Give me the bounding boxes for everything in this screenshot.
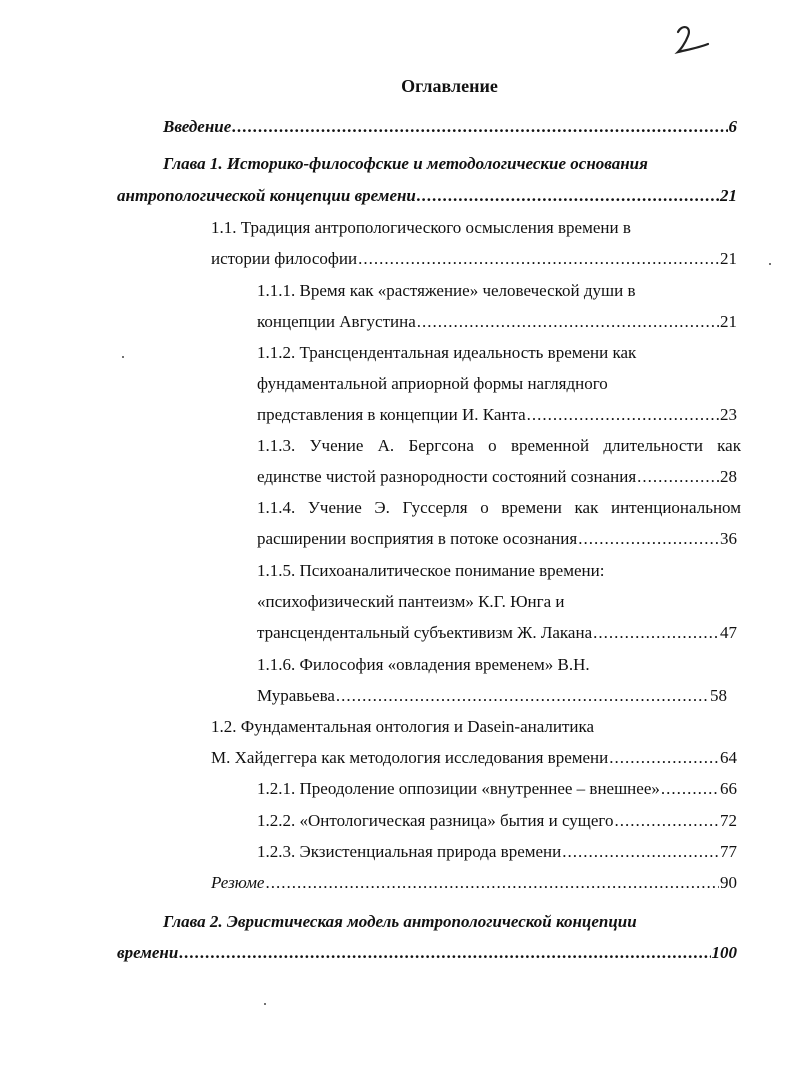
dot-leader — [593, 622, 719, 644]
dot-leader — [609, 747, 719, 769]
toc-subsection-1-1-6-line2[interactable] — [257, 685, 727, 707]
toc-subsection-1-1-1-line1[interactable]: 1.1.1. Время как «растяжение» человеческой души в — [257, 281, 636, 300]
entry-text: М. Хайдеггера как методология исследования времени — [211, 748, 609, 767]
entry-page: 77 — [720, 842, 737, 861]
toc-title: Оглавление — [401, 76, 498, 96]
entry-page: 64 — [720, 748, 737, 767]
entry-page: 23 — [720, 405, 737, 424]
dot-leader — [614, 810, 719, 832]
entry-page: 6 — [728, 117, 737, 136]
toc-subsection-1-1-2-line3[interactable] — [257, 404, 737, 426]
dot-leader — [232, 116, 727, 138]
entry-page: 21 — [720, 249, 737, 268]
dot-leader — [578, 528, 719, 550]
toc-subsection-1-1-3-line2[interactable] — [257, 466, 737, 488]
toc-subsection-1-2-1[interactable] — [257, 778, 737, 800]
toc-section-1-2-line2[interactable] — [211, 747, 737, 769]
scan-speck — [122, 356, 124, 358]
toc-subsection-1-1-4-line1[interactable]: 1.1.4. Учение Э. Гуссерля о времени как интенциональном — [257, 498, 741, 517]
entry-page: 21 — [720, 186, 737, 205]
entry-page: 100 — [711, 943, 737, 962]
toc-section-1-1-line2[interactable] — [211, 248, 737, 270]
toc-summary[interactable] — [211, 872, 737, 894]
entry-text: времени — [117, 943, 179, 962]
toc-subsection-1-1-6-line1[interactable]: 1.1.6. Философия «овладения временем» В.Н. — [257, 655, 590, 674]
scan-speck — [264, 1003, 266, 1005]
toc-subsection-1-1-2-line2[interactable]: фундаментальной априорной формы наглядного — [257, 374, 608, 393]
entry-page: 90 — [720, 873, 737, 892]
entry-text: 1.2.3. Экзистенциальная природа времени — [257, 842, 562, 861]
entry-page: 58 — [710, 686, 727, 705]
entry-text: Введение — [163, 117, 232, 136]
entry-text: Резюме — [211, 873, 265, 892]
dot-leader — [417, 311, 719, 333]
toc-subsection-1-1-5-line3[interactable] — [257, 622, 737, 644]
toc-chapter-1-line1[interactable]: Глава 1. Историко-философские и методологические основания — [163, 154, 648, 173]
entry-text: истории философии — [211, 249, 358, 268]
dot-leader — [637, 466, 719, 488]
entry-text: 1.2.1. Преодоление оппозиции «внутреннее – внешнее» — [257, 779, 660, 798]
toc-entry-introduction[interactable] — [163, 116, 737, 138]
entry-text: Муравьева — [257, 686, 335, 705]
toc-subsection-1-1-1-line2[interactable] — [257, 311, 737, 333]
dot-leader — [417, 185, 719, 207]
toc-section-1-1-line1[interactable]: 1.1. Традиция антропологического осмысления времени в — [211, 218, 631, 237]
entry-text: единстве чистой разнородности состояний сознания — [257, 467, 637, 486]
toc-subsection-1-1-4-line2[interactable] — [257, 528, 737, 550]
toc-subsection-1-2-2[interactable] — [257, 810, 737, 832]
entry-text: расширении восприятия в потоке осознания — [257, 529, 578, 548]
entry-page: 66 — [720, 779, 737, 798]
entry-text: антропологической концепции времени — [117, 186, 416, 205]
dot-leader — [527, 404, 719, 426]
entry-text: концепции Августина — [257, 312, 416, 331]
toc-chapter-2-line1[interactable]: Глава 2. Эвристическая модель антропологической концепции — [163, 912, 637, 931]
toc-subsection-1-1-5-line2[interactable]: «психофизический пантеизм» К.Г. Юнга и — [257, 592, 565, 611]
dot-leader — [336, 685, 709, 707]
handwritten-page-number — [672, 22, 716, 56]
dot-leader — [265, 872, 719, 894]
entry-page: 28 — [720, 467, 737, 486]
toc-section-1-2-line1[interactable]: 1.2. Фундаментальная онтология и Dasein-аналитика — [211, 717, 595, 736]
toc-subsection-1-1-2-line1[interactable]: 1.1.2. Трансцендентальная идеальность времени как — [257, 343, 637, 362]
entry-page: 21 — [720, 312, 737, 331]
toc-chapter-1-line2[interactable] — [117, 185, 737, 207]
entry-text: 1.2.2. «Онтологическая разница» бытия и сущего — [257, 811, 614, 830]
scan-speck — [769, 263, 771, 265]
entry-text: трансцендентальный субъективизм Ж. Лакана — [257, 623, 593, 642]
entry-text: представления в концепции И. Канта — [257, 405, 526, 424]
dot-leader — [179, 942, 710, 964]
dot-leader — [562, 841, 719, 863]
entry-page: 47 — [720, 623, 737, 642]
dot-leader — [358, 248, 719, 270]
toc-chapter-2-line2[interactable] — [117, 942, 737, 964]
toc-subsection-1-1-3-line1[interactable]: 1.1.3. Учение А. Бергсона о временной длительности как — [257, 436, 741, 455]
toc-subsection-1-1-5-line1[interactable]: 1.1.5. Психоаналитическое понимание времени: — [257, 561, 605, 580]
toc-subsection-1-2-3[interactable] — [257, 841, 737, 863]
entry-page: 72 — [720, 811, 737, 830]
entry-page: 36 — [720, 529, 737, 548]
dot-leader — [661, 778, 719, 800]
